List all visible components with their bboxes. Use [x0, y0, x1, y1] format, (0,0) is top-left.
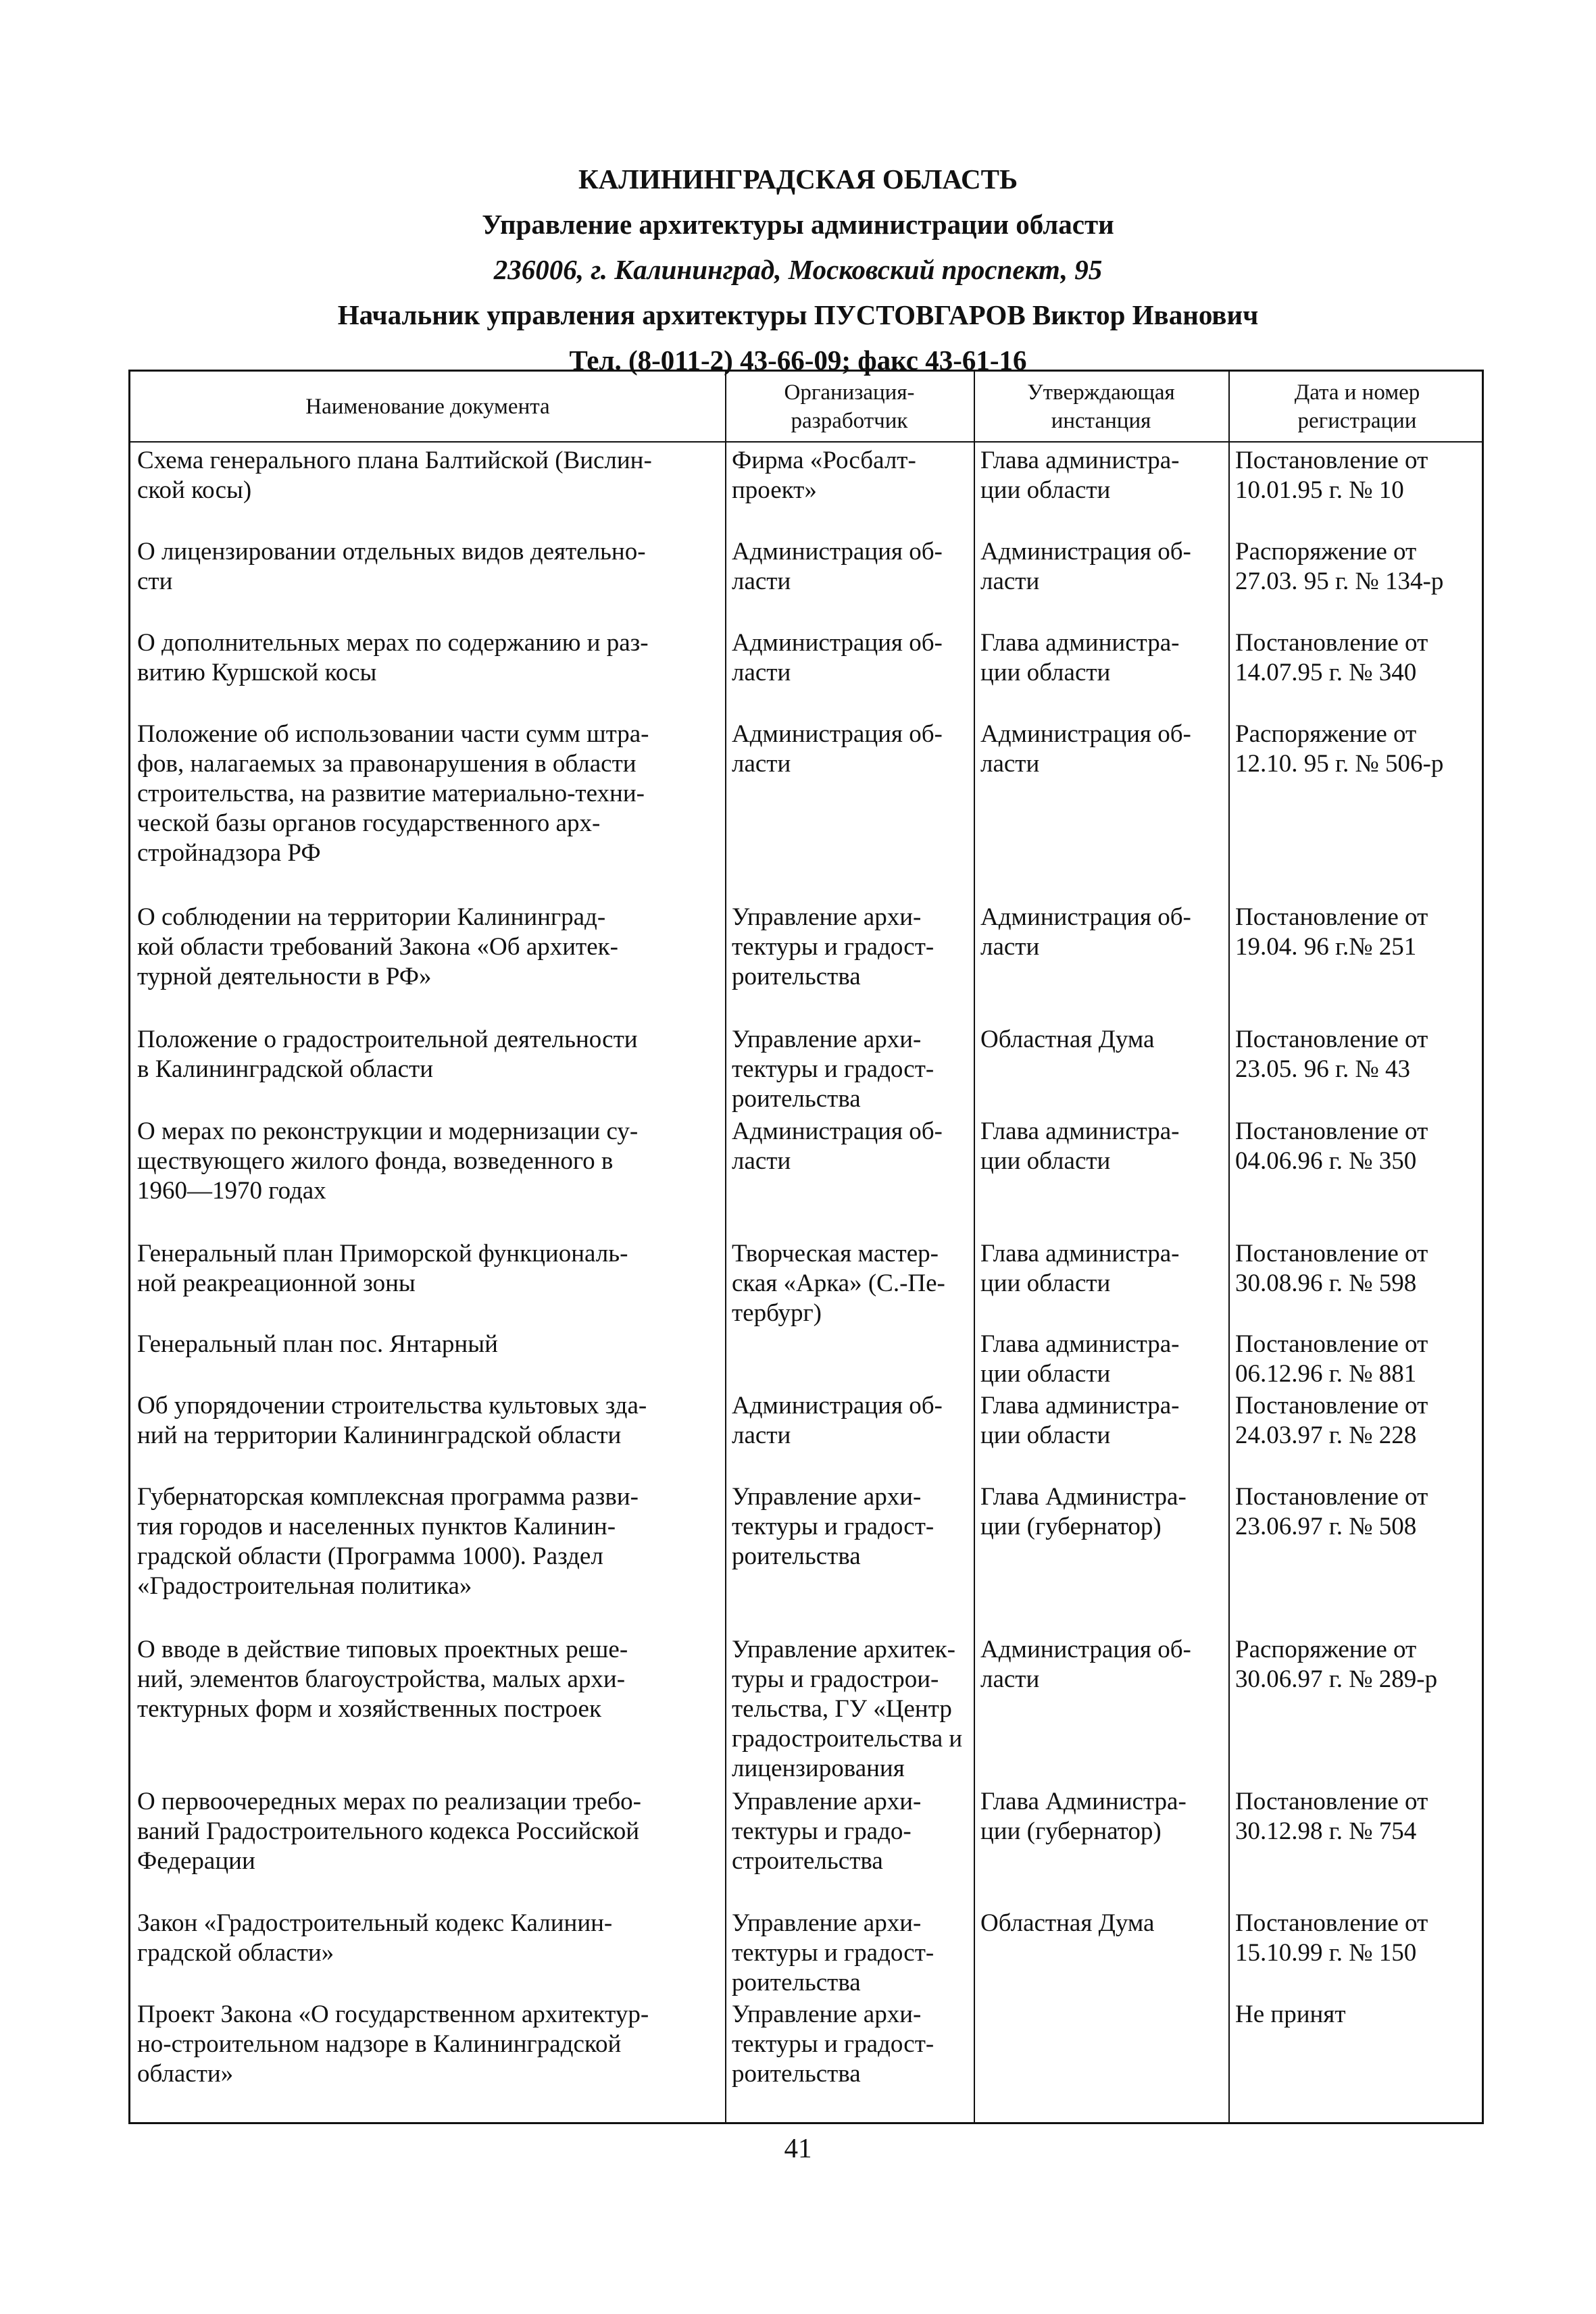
authority-cell [974, 537, 1228, 597]
cell-line: Администрация об- [980, 720, 1191, 748]
cell-line: Администрация об- [980, 538, 1191, 565]
cell-line: области» [137, 2060, 234, 2088]
column-header-registration-text [1295, 378, 1420, 435]
cell-line: ции области [980, 1269, 1111, 1297]
cell-line: градостроительства и [732, 1725, 963, 1753]
cell-line: Администрация об- [980, 1636, 1191, 1663]
cell-line: «Градостроительная политика» [137, 1572, 472, 1600]
cell-line: роительства [732, 1085, 861, 1113]
cell-line: ласти [980, 933, 1040, 961]
cell-line: Генеральный план пос. Янтарный [137, 1330, 498, 1358]
cell-line: Не принят [1235, 2001, 1346, 2028]
cell-line: роительства [732, 2060, 861, 2088]
cell-line: Распоряжение от [1235, 1636, 1417, 1663]
cell-line: 30.08.96 г. № 598 [1235, 1269, 1417, 1297]
cell-line: но-строительном надзоре в Калининградской [137, 2030, 622, 2058]
cell-line: ласти [980, 750, 1040, 778]
cell-line: тектуры и градост- [732, 1939, 934, 1967]
cell-line: Администрация об- [732, 1392, 943, 1419]
authority-cell [974, 1909, 1228, 1938]
cell-line: тектуры и градост- [732, 2030, 934, 2058]
registration-cell [1228, 720, 1486, 779]
cell-line: Глава Администра- [980, 1483, 1187, 1511]
cell-line: Глава администра- [980, 1117, 1180, 1145]
cell-line: ции (губернатор) [980, 1513, 1162, 1540]
cell-line: 04.06.96 г. № 350 [1235, 1147, 1417, 1175]
cell-line: ний, элементов благоустройства, малых архи- [137, 1665, 626, 1693]
cell-line: Администрация об- [732, 538, 943, 565]
authority-cell [974, 1635, 1228, 1694]
registration-cell [1228, 1635, 1486, 1694]
document-cell [130, 1787, 725, 1876]
cell-line: тектуры и градост- [732, 1055, 934, 1083]
document-cell [130, 1482, 725, 1601]
cell-line: ласти [980, 568, 1040, 595]
cell-line: Глава администра- [980, 447, 1180, 474]
cell-line: ной реакреационной зоны [137, 1269, 416, 1297]
authority-cell [974, 1330, 1228, 1389]
cell-line: Управление архи- [732, 903, 922, 931]
cell-line: тектуры и градо- [732, 1817, 912, 1845]
developer-cell [725, 1239, 974, 1328]
cell-line: ществующего жилого фонда, возведенного в [137, 1147, 614, 1175]
developer-cell [725, 1117, 974, 1176]
cell-line: Постановление от [1235, 1392, 1428, 1419]
page-number: 41 [784, 2132, 812, 2163]
cell-line: ции области [980, 1360, 1111, 1388]
developer-cell [725, 1635, 974, 1784]
cell-line: Схема генерального плана Балтийской (Вислин- [137, 447, 652, 474]
cell-line: градской области» [137, 1939, 334, 1967]
cell-line: проект» [732, 476, 817, 504]
header-divider [130, 441, 1482, 443]
registration-cell [1228, 1909, 1486, 1968]
cell-line: Глава Администра- [980, 1788, 1187, 1815]
cell-line: роительства [732, 1969, 861, 1996]
developer-cell [725, 628, 974, 688]
cell-line: 30.06.97 г. № 289-р [1235, 1665, 1438, 1693]
cell-line: О первоочередных мерах по реализации требо- [137, 1788, 641, 1815]
developer-cell [725, 1909, 974, 1998]
cell-line: стройнадзора РФ [137, 839, 321, 867]
cell-line: ции области [980, 659, 1111, 686]
cell-line: тектуры и градост- [732, 933, 934, 961]
column-header-authority-text [1027, 378, 1174, 435]
cell-line: 06.12.96 г. № 881 [1235, 1360, 1417, 1388]
cell-line: роительства [732, 1542, 861, 1570]
cell-line: 23.06.97 г. № 508 [1235, 1513, 1417, 1540]
cell-line: тия городов и населенных пунктов Калинин- [137, 1513, 616, 1540]
document-cell [130, 1330, 725, 1359]
cell-line: Управление архи- [732, 2001, 922, 2028]
cell-line: ласти [732, 659, 791, 686]
document-cell [130, 446, 725, 505]
cell-line: Областная Дума [980, 1026, 1155, 1053]
column-header-line: инстанция [1051, 408, 1151, 433]
documents-table [128, 370, 1484, 2124]
cell-line: Постановление от [1235, 1483, 1428, 1511]
cell-line: Распоряжение от [1235, 720, 1417, 748]
cell-line: Управление архи- [732, 1483, 922, 1511]
registration-cell [1228, 628, 1486, 688]
cell-line: О дополнительных мерах по содержанию и раз- [137, 629, 649, 657]
authority-cell [974, 1391, 1228, 1451]
cell-line: Положение об использовании части сумм штра- [137, 720, 649, 748]
cell-line: Закон «Градостроительный кодекс Калинин- [137, 1909, 613, 1937]
cell-line: Областная Дума [980, 1909, 1155, 1937]
cell-line: тельства, ГУ «Центр [732, 1695, 952, 1723]
registration-cell [1228, 537, 1486, 597]
cell-line: туры и градострои- [732, 1665, 939, 1693]
cell-line: 24.03.97 г. № 228 [1235, 1422, 1417, 1449]
document-cell [130, 1909, 725, 1968]
cell-line: Постановление от [1235, 629, 1428, 657]
department-title: Управление архитектуры администрации области [482, 209, 1114, 240]
developer-cell [725, 2000, 974, 2089]
column-header-registration [1228, 372, 1486, 441]
document-cell [130, 903, 725, 992]
cell-line: градской области (Программа 1000). Раздел [137, 1542, 603, 1570]
developer-cell [725, 1787, 974, 1876]
cell-line: ласти [732, 1422, 791, 1449]
developer-cell [725, 446, 974, 505]
cell-line: Постановление от [1235, 1330, 1428, 1358]
cell-line: ний на территории Калининградской области [137, 1422, 622, 1449]
cell-line: Управление архи- [732, 1788, 922, 1815]
cell-line: Управление архи- [732, 1026, 922, 1053]
cell-line: Администрация об- [732, 629, 943, 657]
column-header-line: Дата и номер [1294, 380, 1420, 405]
column-header-line: Наименование документа [305, 394, 550, 419]
document-cell [130, 1117, 725, 1206]
cell-line: ции области [980, 1422, 1111, 1449]
cell-line: Положение о градостроительной деятельности [137, 1026, 638, 1053]
cell-line: 12.10. 95 г. № 506-р [1235, 750, 1444, 778]
cell-line: Глава администра- [980, 1330, 1180, 1358]
registration-cell [1228, 1330, 1486, 1389]
document-cell [130, 1391, 725, 1451]
cell-line: 15.10.99 г. № 150 [1235, 1939, 1417, 1967]
cell-line: кой области требований Закона «Об архитек- [137, 933, 618, 961]
document-cell [130, 1239, 725, 1299]
cell-line: ции области [980, 1147, 1111, 1175]
registration-cell [1228, 1391, 1486, 1451]
cell-line: ции области [980, 476, 1111, 504]
cell-line: Об упорядочении строительства культовых зда- [137, 1392, 647, 1419]
cell-line: тербург) [732, 1299, 822, 1327]
cell-line: тектуры и градост- [732, 1513, 934, 1540]
cell-line: Глава администра- [980, 1240, 1180, 1267]
registration-cell [1228, 1239, 1486, 1299]
developer-cell [725, 537, 974, 597]
registration-cell [1228, 1025, 1486, 1084]
cell-line: Губернаторская комплексная программа разви- [137, 1483, 639, 1511]
cell-line: Администрация об- [980, 903, 1191, 931]
column-header-line: Организация- [784, 380, 915, 405]
cell-line: 1960—1970 годах [137, 1177, 326, 1205]
cell-line: тектурных форм и хозяйственных построек [137, 1695, 601, 1723]
cell-line: Управление архитек- [732, 1636, 955, 1663]
authority-cell [974, 1239, 1228, 1299]
document-header [0, 157, 1596, 383]
cell-line: 14.07.95 г. № 340 [1235, 659, 1417, 686]
cell-line: 23.05. 96 г. № 43 [1235, 1055, 1411, 1083]
cell-line: 27.03. 95 г. № 134-р [1235, 568, 1444, 595]
cell-line: Постановление от [1235, 1026, 1428, 1053]
cell-line: ской косы) [137, 476, 252, 504]
cell-line: Распоряжение от [1235, 538, 1417, 565]
document-cell [130, 720, 725, 868]
cell-line: сти [137, 568, 173, 595]
cell-line: Администрация об- [732, 720, 943, 748]
column-header-authority [974, 372, 1228, 441]
cell-line: Федерации [137, 1847, 255, 1875]
cell-line: Постановление от [1235, 903, 1428, 931]
developer-cell [725, 1482, 974, 1571]
cell-line: Управление архи- [732, 1909, 922, 1937]
registration-cell [1228, 446, 1486, 505]
cell-line: Постановление от [1235, 1240, 1428, 1267]
column-header-line: разработчик [791, 408, 908, 433]
document-cell [130, 1635, 725, 1724]
document-cell [130, 1025, 725, 1084]
authority-cell [974, 628, 1228, 688]
cell-line: Постановление от [1235, 1788, 1428, 1815]
document-cell [130, 2000, 725, 2089]
developer-cell [725, 720, 974, 779]
cell-line: в Калининградской области [137, 1055, 434, 1083]
cell-line: ская «Арка» (С.-Пе- [732, 1269, 945, 1297]
column-header-document-text [305, 393, 549, 421]
cell-line: О соблюдении на территории Калининград- [137, 903, 606, 931]
cell-line: ласти [732, 750, 791, 778]
column-header-developer [725, 372, 974, 441]
region-title: КАЛИНИНГРАДСКАЯ ОБЛАСТЬ [578, 164, 1018, 195]
cell-line: Администрация об- [732, 1117, 943, 1145]
document-cell [130, 628, 725, 688]
cell-line: турной деятельности в РФ» [137, 963, 432, 990]
authority-cell [974, 1787, 1228, 1846]
column-header-line: регистрации [1297, 408, 1417, 433]
cell-line: ваний Градостроительного кодекса Российской [137, 1817, 640, 1845]
cell-line: лицензирования [732, 1755, 905, 1782]
column-header-line: Утверждающая [1027, 380, 1175, 405]
cell-line: О мерах по реконструкции и модернизации су- [137, 1117, 639, 1145]
address-line: 236006, г. Калининград, Московский проспект, 95 [493, 254, 1103, 285]
cell-line: Фирма «Росбалт- [732, 447, 916, 474]
cell-line: Глава администра- [980, 1392, 1180, 1419]
cell-line: Проект Закона «О государственном архитектур- [137, 2001, 649, 2028]
cell-line: Творческая мастер- [732, 1240, 939, 1267]
cell-line: строительства, на развитие материально-техни- [137, 780, 645, 807]
authority-cell [974, 446, 1228, 505]
phone-line: Тел. (8-011-2) 43-66-09; факс 43-61-16 [569, 345, 1027, 376]
cell-line: 10.01.95 г. № 10 [1235, 476, 1404, 504]
cell-line: О вводе в действие типовых проектных реше- [137, 1636, 628, 1663]
document-cell [130, 537, 725, 597]
cell-line: Постановление от [1235, 447, 1428, 474]
developer-cell [725, 1391, 974, 1451]
cell-line: ческой базы органов государственного арх- [137, 809, 601, 837]
column-header-document [130, 372, 725, 441]
authority-cell [974, 1482, 1228, 1542]
cell-line: О лицензировании отдельных видов деятельно- [137, 538, 646, 565]
cell-line: Генеральный план Приморской функциональ- [137, 1240, 628, 1267]
developer-cell [725, 903, 974, 992]
cell-line: фов, налагаемых за правонарушения в области [137, 750, 637, 778]
cell-line: роительства [732, 963, 861, 990]
authority-cell [974, 1025, 1228, 1055]
registration-cell [1228, 903, 1486, 962]
cell-line: ции (губернатор) [980, 1817, 1162, 1845]
cell-line: Глава администра- [980, 629, 1180, 657]
registration-cell [1228, 1787, 1486, 1846]
authority-cell [974, 720, 1228, 779]
cell-line: ласти [732, 1147, 791, 1175]
authority-cell [974, 1117, 1228, 1176]
cell-line: 19.04. 96 г.№ 251 [1235, 933, 1417, 961]
authority-cell [974, 903, 1228, 962]
cell-line: витию Куршской косы [137, 659, 377, 686]
cell-line: Постановление от [1235, 1909, 1428, 1937]
registration-cell [1228, 1117, 1486, 1176]
developer-cell [725, 1025, 974, 1114]
cell-line: строительства [732, 1847, 883, 1875]
cell-line: ласти [732, 568, 791, 595]
cell-line: 30.12.98 г. № 754 [1235, 1817, 1417, 1845]
cell-line: ласти [980, 1665, 1040, 1693]
registration-cell [1228, 2000, 1486, 2030]
column-header-developer-text [784, 378, 914, 435]
registration-cell [1228, 1482, 1486, 1542]
cell-line: Постановление от [1235, 1117, 1428, 1145]
head-line: Начальник управления архитектуры ПУСТОВГАРОВ Виктор Иванович [337, 299, 1259, 330]
